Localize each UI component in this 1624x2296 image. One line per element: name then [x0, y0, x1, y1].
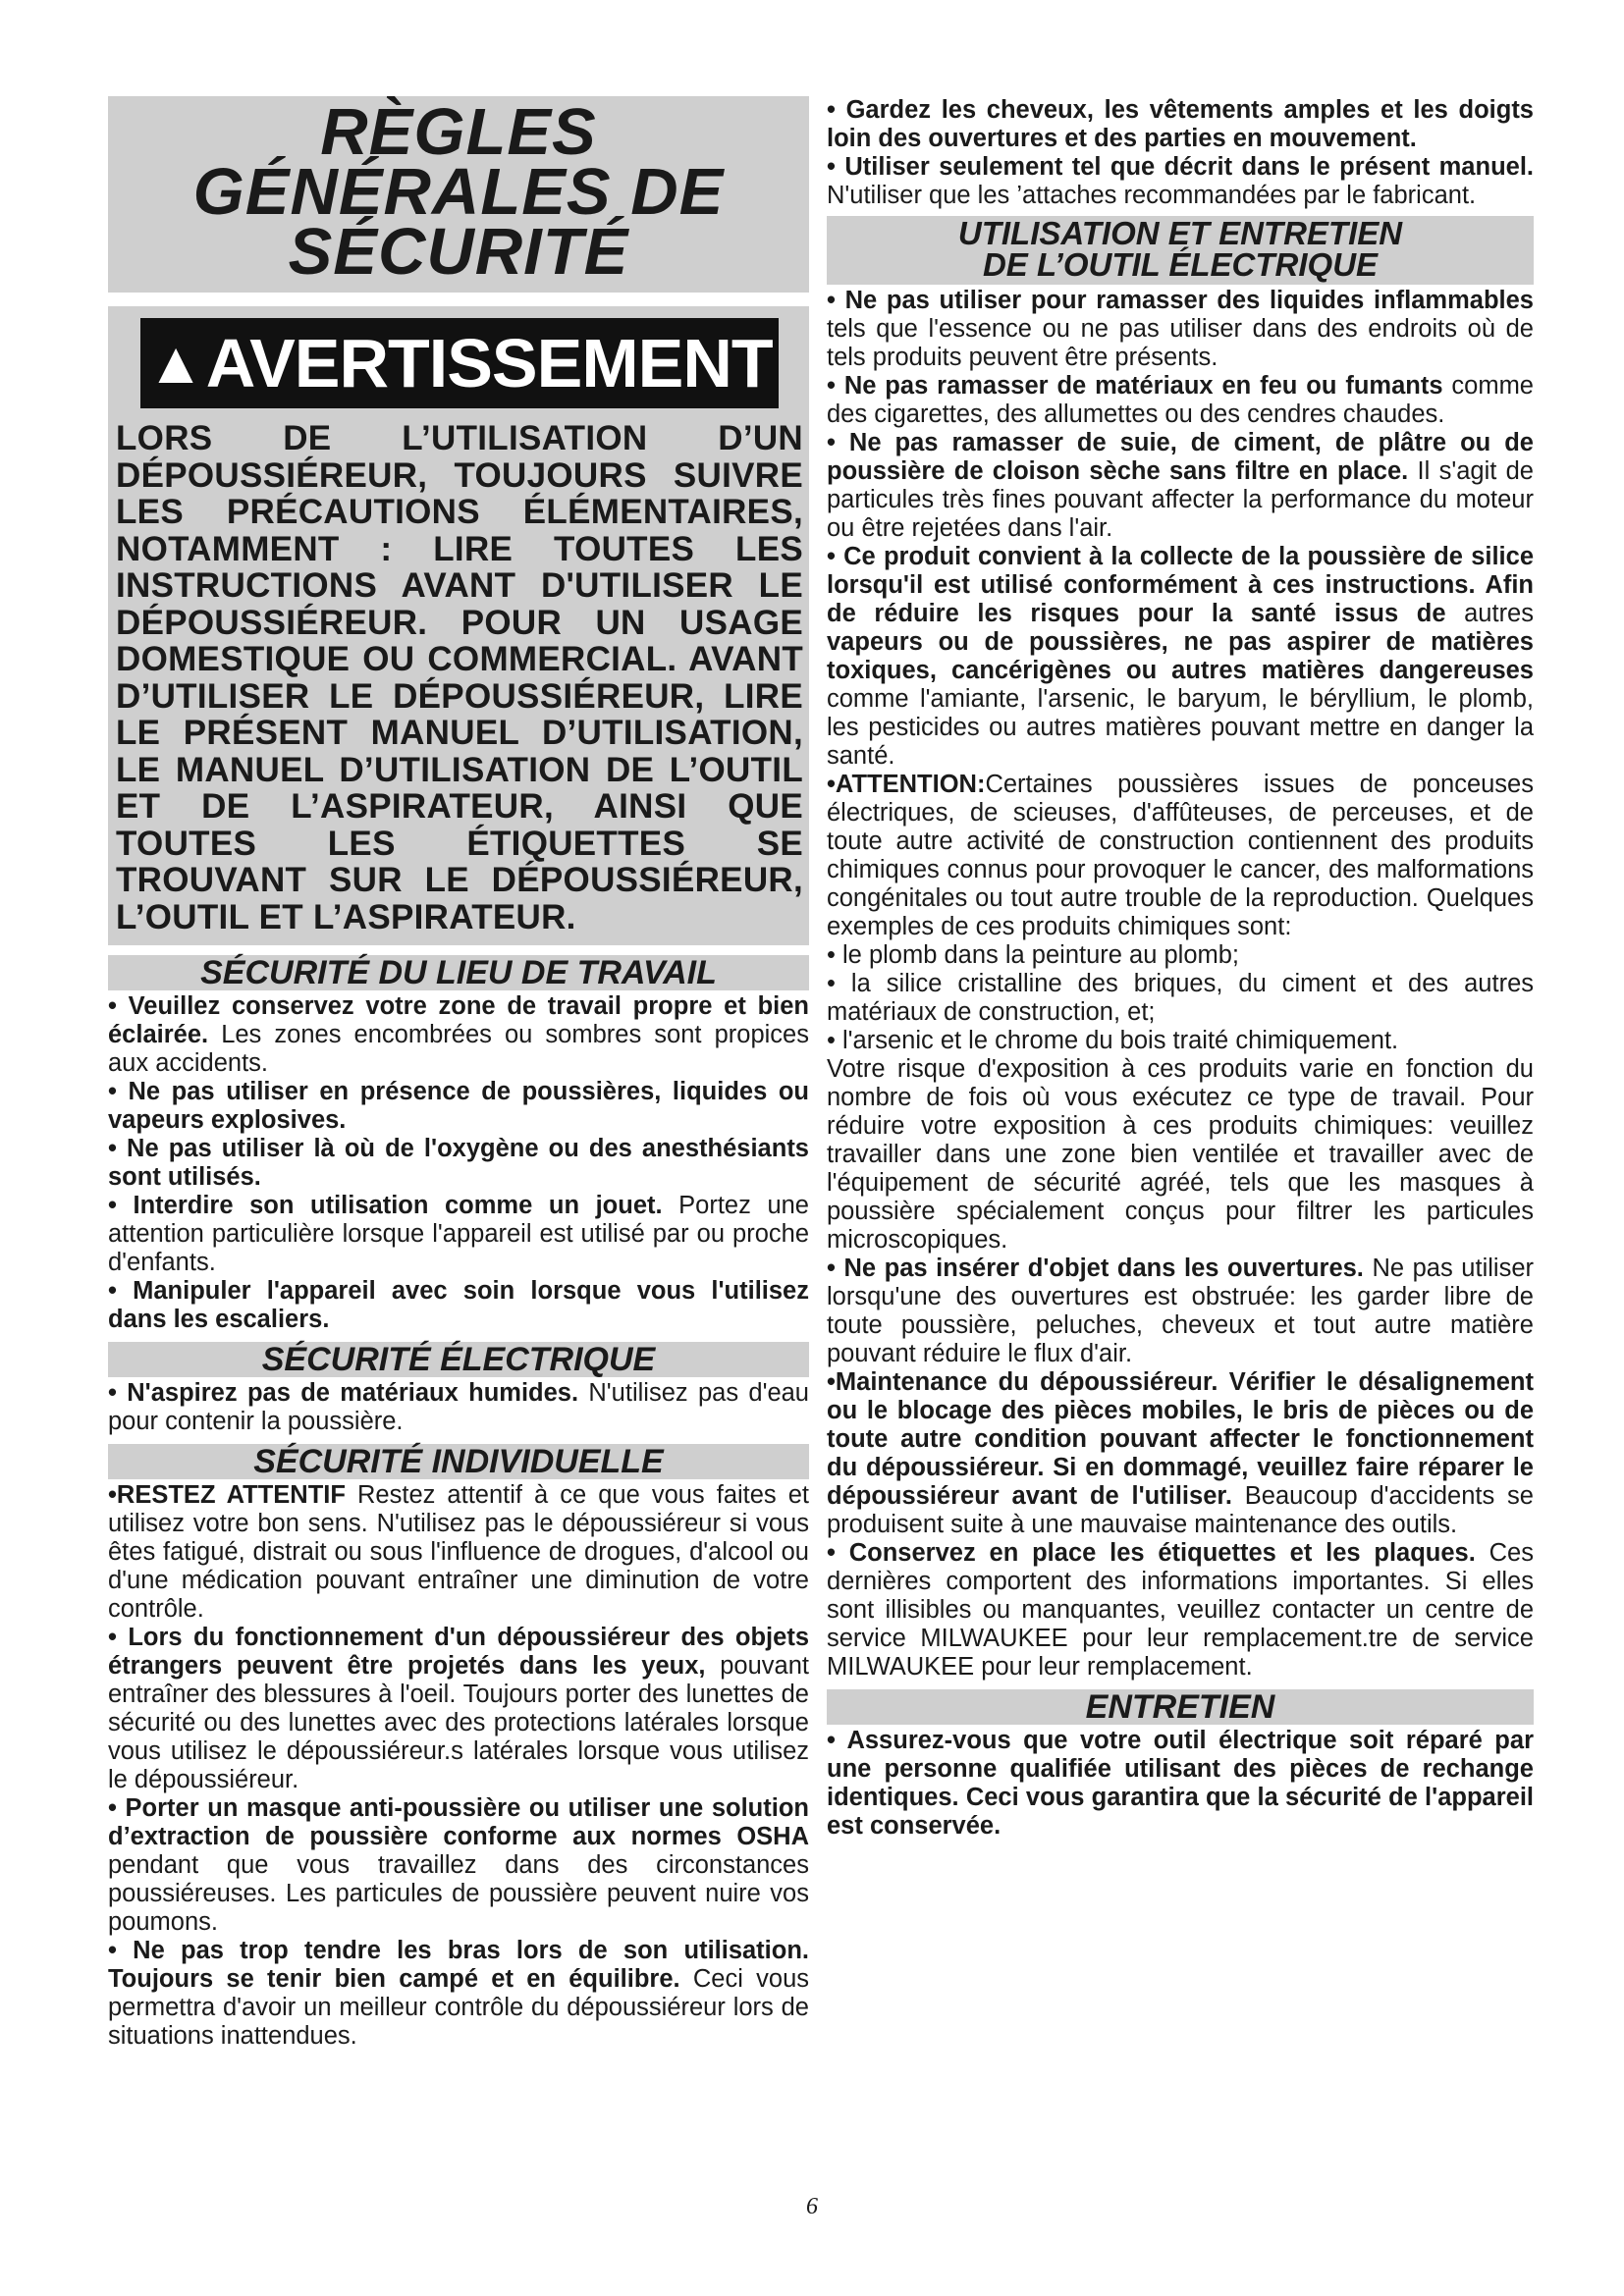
- item-text: Ne pas utiliser lorsqu'une des ouvertures est obstruée: les garder libre de toute poussière, peluches, cheveux et tout autre matière pouvant réduire le flux d'air.: [827, 1255, 1534, 1367]
- list-item: [108, 1135, 809, 1192]
- list-item: [108, 1937, 809, 2051]
- title-line: RÈGLES: [320, 95, 597, 169]
- electrical-list: [108, 1379, 809, 1436]
- item-text: Les zones encombrées ou sombres sont propices aux accidents.: [108, 1021, 809, 1077]
- item-bold-text: • Porter un masque anti-poussière ou utiliser une solution d’extraction de poussière conforme aux normes OSHA: [108, 1794, 809, 1850]
- list-item: [827, 1027, 1534, 1055]
- list-item: [108, 1379, 809, 1436]
- item-text: N'utilisez pas d'eau pour contenir la poussière.: [108, 1379, 809, 1435]
- title-line: GÉNÉRALES DE: [192, 155, 725, 229]
- warning-triangle-icon: ▲: [146, 330, 204, 396]
- warning-text: LORS DE L’UTILISATION D’UN DÉPOUSSIÉREUR, TOUJOURS SUIVRE LES PRÉCAUTIONS ÉLÉMENTAIRES, NOTAMMENT : LIRE TOUTES LES INSTRUCTIONS AVANT D'UTILISER LE DÉPOUSSIÉREUR. POUR UN USAGE DOMESTIQUE OU COMMERCIAL. AVANT D’UTILISER LE DÉPOUSSIÉREUR, LIRE LE PRÉSENT MANUEL D’UTILISATION, LE MANUEL D’UTILISATION DE L’OUTIL ET DE L’ASPIRATEUR, AINSI QUE TOUTES LES ÉTIQUETTES SE TROUVANT SUR LE DÉPOUSSIÉREUR, L’OUTIL ET L’ASPIRATEUR.: [116, 419, 803, 936]
- item-text: autres: [1445, 600, 1534, 627]
- warning-banner: [140, 318, 779, 408]
- heading-line: DE L’OUTIL ÉLECTRIQUE: [982, 246, 1379, 283]
- item-bold-text: • Ne pas utiliser pour ramasser des liquides inflammables: [827, 287, 1534, 314]
- item-text: Portez une attention particulière lorsque l'appareil est utilisé par ou proche d'enfants.: [108, 1192, 809, 1276]
- item-bold-text: • Assurez-vous que votre outil électrique soit réparé par une personne qualifiée utilisant des pièces de rechange identiques. Ceci vous garantira que la sécurité de l'appareil est conservée.: [827, 1727, 1534, 1840]
- work-area-list: [108, 992, 809, 1334]
- list-item: [108, 1277, 809, 1334]
- list-item: [827, 153, 1534, 210]
- page-title: [108, 96, 809, 293]
- section-heading-use-care: [827, 216, 1534, 285]
- heading-line: UTILISATION ET ENTRETIEN: [957, 215, 1403, 251]
- item-text: Ceci vous permettra d'avoir un meilleur contrôle du dépoussiéreur lors de situations inattendues.: [108, 1965, 809, 2050]
- item-bold-text: • Ne pas utiliser là où de l'oxygène ou des anesthésiants sont utilisés.: [108, 1135, 809, 1191]
- warning-box: [108, 306, 809, 945]
- list-item: [108, 1078, 809, 1135]
- section-heading-work-area: SÉCURITÉ DU LIEU DE TRAVAIL: [108, 955, 809, 990]
- item-bold-text: • Manipuler l'appareil avec soin lorsque vous l'utilisez dans les escaliers.: [108, 1277, 809, 1333]
- list-item: [827, 970, 1534, 1027]
- list-item: [827, 543, 1534, 771]
- item-bold-text: • Ne pas utiliser en présence de poussières, liquides ou vapeurs explosives.: [108, 1078, 809, 1134]
- list-item: [827, 287, 1534, 372]
- title-line: SÉCURITÉ: [288, 215, 629, 289]
- item-text: • le plomb dans la peinture au plomb;: [827, 941, 1240, 969]
- item-bold-text: • Lors du fonctionnement d'un dépoussiéreur des objets étrangers peuvent être projetés dans les yeux,: [108, 1624, 809, 1680]
- item-text: comme des cigarettes, des allumettes ou des cendres chaudes.: [827, 372, 1534, 428]
- item-text: Certaines poussières issues de ponceuses électriques, de scieuses, d'affûteuses, de perceuses, et de toute autre activité de construction contiennent des produits chimiques connus pour provoquer le cancer, des malformations congénitales ou tout autre trouble de la reproduction. Quelques exemples de ces produits chimiques sont:: [827, 771, 1534, 940]
- list-item: [108, 1192, 809, 1277]
- item-bold-text: • Ne pas insérer d'objet dans les ouvertures.: [827, 1255, 1364, 1282]
- list-item: [827, 372, 1534, 429]
- personal-list: [108, 1481, 809, 2051]
- list-item: [108, 1481, 809, 1624]
- item-text: Beaucoup d'accidents se produisent suite à une mauvaise maintenance des outils.: [827, 1482, 1534, 1538]
- section-heading-electrical: SÉCURITÉ ÉLECTRIQUE: [108, 1342, 809, 1377]
- list-item: [827, 429, 1534, 543]
- warning-banner-label: AVERTISSEMENT: [205, 325, 773, 401]
- list-item: [827, 96, 1534, 153]
- item-text: Ces dernières comportent des informations importantes. Si elles sont illisibles ou manquantes, veuillez contacter un centre de service MILWAUKEE pour leur remplacement.tre de service MILWAUKEE pour leur remplacement.: [827, 1539, 1534, 1681]
- item-bold-text: •Maintenance du dépoussiéreur. Vérifier le désalignement ou le blocage des pièces mobiles, le bris de pièces ou de toute autre condition pouvant affecter le fonctionnement du dépoussiéreur. Si en dommagé, veuillez faire réparer le dépoussiéreur avant de l'utiliser.: [827, 1368, 1534, 1510]
- right-column: [827, 96, 1534, 1841]
- item-bold-text: • Gardez les cheveux, les vêtements amples et les doigts loin des ouvertures et des parties en mouvement.: [827, 96, 1534, 152]
- list-item: [827, 1255, 1534, 1368]
- item-text: pouvant entraîner des blessures à l'oeil. Toujours porter des lunettes de sécurité ou des lunettes avec des protections latérales lorsque vous utilisez le dépoussiéreur.s latérales lorsque vous utilisez le dépoussiéreur.: [108, 1652, 809, 1793]
- item-bold-text: • Ne pas trop tendre les bras lors de son utilisation. Toujours se tenir bien campé et en équilibre.: [108, 1937, 809, 1993]
- list-item: [827, 1055, 1534, 1255]
- list-item: [827, 1539, 1534, 1682]
- item-text: pendant que vous travaillez dans des circonstances poussiéreuses. Les particules de poussière peuvent nuire vos poumons.: [108, 1851, 809, 1936]
- item-bold-text: • Ne pas ramasser de suie, de ciment, de plâtre ou de poussière de cloison sèche sans filtre en place.: [827, 429, 1534, 485]
- item-bold-text: • N'aspirez pas de matériaux humides.: [108, 1379, 579, 1407]
- page-number: 6: [806, 2194, 818, 2219]
- item-text: comme l'amiante, l'arsenic, le baryum, le béryllium, le plomb, les pesticides ou autres matières pouvant mettre en danger la santé.: [827, 685, 1534, 770]
- list-item: [827, 1368, 1534, 1539]
- use-care-list: [827, 287, 1534, 1682]
- top-list: [827, 96, 1534, 210]
- item-bold-text: vapeurs ou de poussières, ne pas aspirer de matières toxiques, cancérigènes ou autres matières dangereuses: [827, 628, 1534, 684]
- item-text: tels que l'essence ou ne pas utiliser dans des endroits où de tels produits peuvent être présents.: [827, 315, 1534, 371]
- list-item: [827, 771, 1534, 941]
- list-item: [108, 1794, 809, 1937]
- section-heading-personal: SÉCURITÉ INDIVIDUELLE: [108, 1444, 809, 1479]
- list-item: [827, 941, 1534, 970]
- item-bold-text: • Utiliser seulement tel que décrit dans le présent manuel.: [827, 153, 1534, 181]
- item-text: • la silice cristalline des briques, du ciment et des autres matériaux de construction, et;: [827, 970, 1534, 1026]
- left-column: [108, 96, 809, 2051]
- item-bold-text: •RESTEZ ATTENTIF: [108, 1481, 346, 1509]
- item-bold-text: • Conservez en place les étiquettes et les plaques.: [827, 1539, 1476, 1567]
- item-text: • l'arsenic et le chrome du bois traité chimiquement.: [827, 1027, 1399, 1054]
- item-text: Il s'agit de particules très fines pouvant affecter la performance du moteur ou être rejetées dans l'air.: [827, 457, 1534, 542]
- item-bold-text: • Interdire son utilisation comme un jouet.: [108, 1192, 663, 1219]
- item-text: Votre risque d'exposition à ces produits varie en fonction du nombre de fois où vous exécutez ce type de travail. Pour réduire votre exposition à ces produits chimiques: veuillez travailler dans une zone bien ventilée et travailler avec de l'équipement de sécurité agréé, tels que les masques à poussière spécialement conçus pour filtrer les particules microscopiques.: [827, 1055, 1534, 1254]
- item-text: Restez attentif à ce que vous faites et utilisez votre bon sens. N'utilisez pas le dépoussiéreur si vous êtes fatigué, distrait ou sous l'influence de drogues, d'alcool ou d'une médication pouvant entraîner une diminution de votre contrôle.: [108, 1481, 809, 1623]
- item-bold-text: • Ne pas ramasser de matériaux en feu ou fumants: [827, 372, 1443, 400]
- item-bold-text: • Veuillez conservez votre zone de travail propre et bien éclairée.: [108, 992, 809, 1048]
- item-text: N'utiliser que les ’attaches recommandées par le fabricant.: [827, 182, 1477, 209]
- list-item: [108, 992, 809, 1078]
- list-item: [827, 1727, 1534, 1841]
- item-bold-text: •ATTENTION:: [827, 771, 986, 798]
- item-bold-text: • Ce produit convient à la collecte de la poussière de silice lorsqu'il est utilisé conformément à ces instructions. Afin de réduire les risques pour la santé issus de: [827, 543, 1534, 627]
- section-heading-service: ENTRETIEN: [827, 1689, 1534, 1725]
- service-list: [827, 1727, 1534, 1841]
- list-item: [108, 1624, 809, 1794]
